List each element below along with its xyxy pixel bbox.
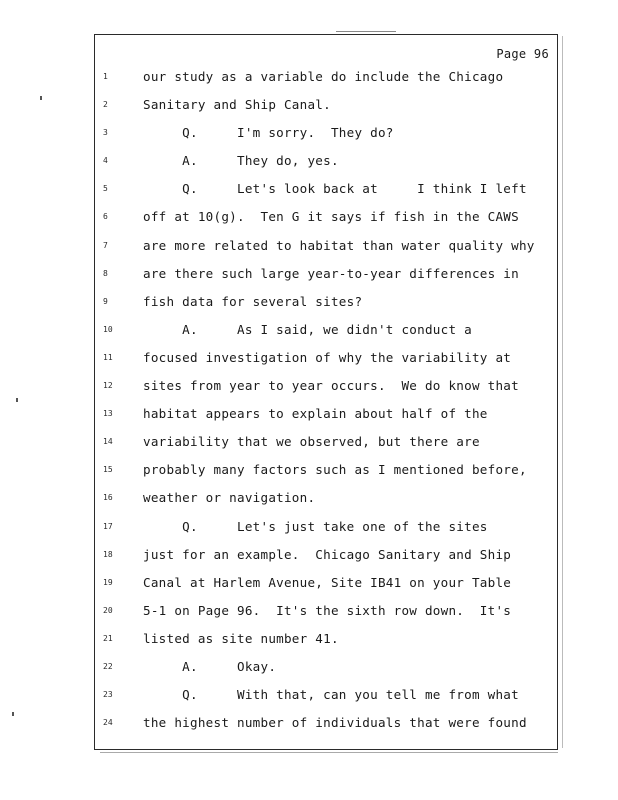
line-text: 5-1 on Page 96. It's the sixth row down. It's — [143, 602, 512, 618]
scan-mark — [16, 398, 18, 402]
transcript-page — [94, 34, 558, 750]
line-number: 20 — [103, 605, 113, 615]
line-number: 5 — [103, 184, 108, 194]
transcript-line — [95, 344, 557, 372]
transcript-line — [95, 147, 557, 175]
line-text: variability that we observed, but there are — [143, 434, 480, 450]
line-text: just for an example. Chicago Sanitary and Ship — [143, 546, 512, 562]
line-text: fish data for several sites? — [143, 293, 363, 309]
line-number: 6 — [103, 212, 108, 222]
transcript-line — [95, 625, 557, 653]
line-number: 11 — [103, 352, 113, 362]
line-number: 3 — [103, 128, 108, 138]
transcript-line — [95, 316, 557, 344]
transcript-line — [95, 484, 557, 512]
transcript-line — [95, 513, 557, 541]
line-text: Sanitary and Ship Canal. — [143, 97, 331, 113]
transcript-line — [95, 91, 557, 119]
line-text: Q. Let's look back at I think I left — [143, 181, 527, 197]
line-text: listed as site number 41. — [143, 630, 339, 646]
line-number: 14 — [103, 437, 113, 447]
line-text: focused investigation of why the variability at — [143, 349, 512, 365]
line-number: 8 — [103, 268, 108, 278]
line-text: A. Okay. — [143, 658, 277, 674]
line-text: are more related to habitat than water quality why — [143, 237, 535, 253]
line-text: are there such large year-to-year differences in — [143, 265, 519, 281]
transcript-line — [95, 541, 557, 569]
line-number: 19 — [103, 577, 113, 587]
scan-edge-right — [562, 36, 563, 748]
line-text: off at 10(g). Ten G it says if fish in the CAWS — [143, 209, 519, 225]
transcript-line — [95, 400, 557, 428]
scan-edge-top — [336, 31, 396, 32]
transcript-line — [95, 372, 557, 400]
line-text: the highest number of individuals that were found — [143, 715, 527, 731]
line-number: 9 — [103, 296, 108, 306]
transcript-line — [95, 653, 557, 681]
scan-mark — [40, 96, 42, 100]
line-text: habitat appears to explain about half of the — [143, 406, 488, 422]
line-number: 16 — [103, 493, 113, 503]
line-number: 12 — [103, 381, 113, 391]
line-number: 10 — [103, 324, 113, 334]
line-number: 1 — [103, 72, 108, 81]
transcript-line — [95, 203, 557, 231]
line-text: A. As I said, we didn't conduct a — [143, 321, 472, 337]
transcript-line — [95, 260, 557, 288]
line-number: 18 — [103, 549, 113, 559]
transcript-lines — [95, 63, 557, 737]
line-number: 21 — [103, 633, 113, 643]
transcript-line — [95, 681, 557, 709]
line-text: Q. Let's just take one of the sites — [143, 518, 488, 534]
line-number: 17 — [103, 521, 113, 531]
transcript-line — [95, 569, 557, 597]
line-text: Q. With that, can you tell me from what — [143, 687, 519, 703]
scan-edge-bottom — [100, 752, 558, 753]
line-number: 22 — [103, 661, 113, 671]
line-number: 4 — [103, 156, 108, 166]
line-text: weather or navigation. — [143, 490, 316, 506]
line-text: probably many factors such as I mentioned before, — [143, 462, 527, 478]
transcript-line — [95, 232, 557, 260]
transcript-line — [95, 288, 557, 316]
line-number: 23 — [103, 690, 113, 700]
line-text: sites from year to year occurs. We do know that — [143, 378, 519, 394]
line-number: 24 — [103, 718, 113, 728]
transcript-line — [95, 709, 557, 737]
line-number: 7 — [103, 240, 108, 250]
line-number: 13 — [103, 409, 113, 419]
transcript-line — [95, 597, 557, 625]
line-text: our study as a variable do include the Chicago — [143, 69, 504, 84]
transcript-line — [95, 119, 557, 147]
line-number: 15 — [103, 465, 113, 475]
page-number: Page 96 — [496, 47, 549, 61]
transcript-line — [95, 175, 557, 203]
transcript-line — [95, 428, 557, 456]
line-text: Q. I'm sorry. They do? — [143, 125, 394, 141]
transcript-line — [95, 456, 557, 484]
line-text: Canal at Harlem Avenue, Site IB41 on your Table — [143, 574, 512, 590]
line-number: 2 — [103, 100, 108, 110]
transcript-line — [95, 63, 557, 91]
line-text: A. They do, yes. — [143, 153, 339, 169]
scan-mark — [12, 712, 14, 716]
